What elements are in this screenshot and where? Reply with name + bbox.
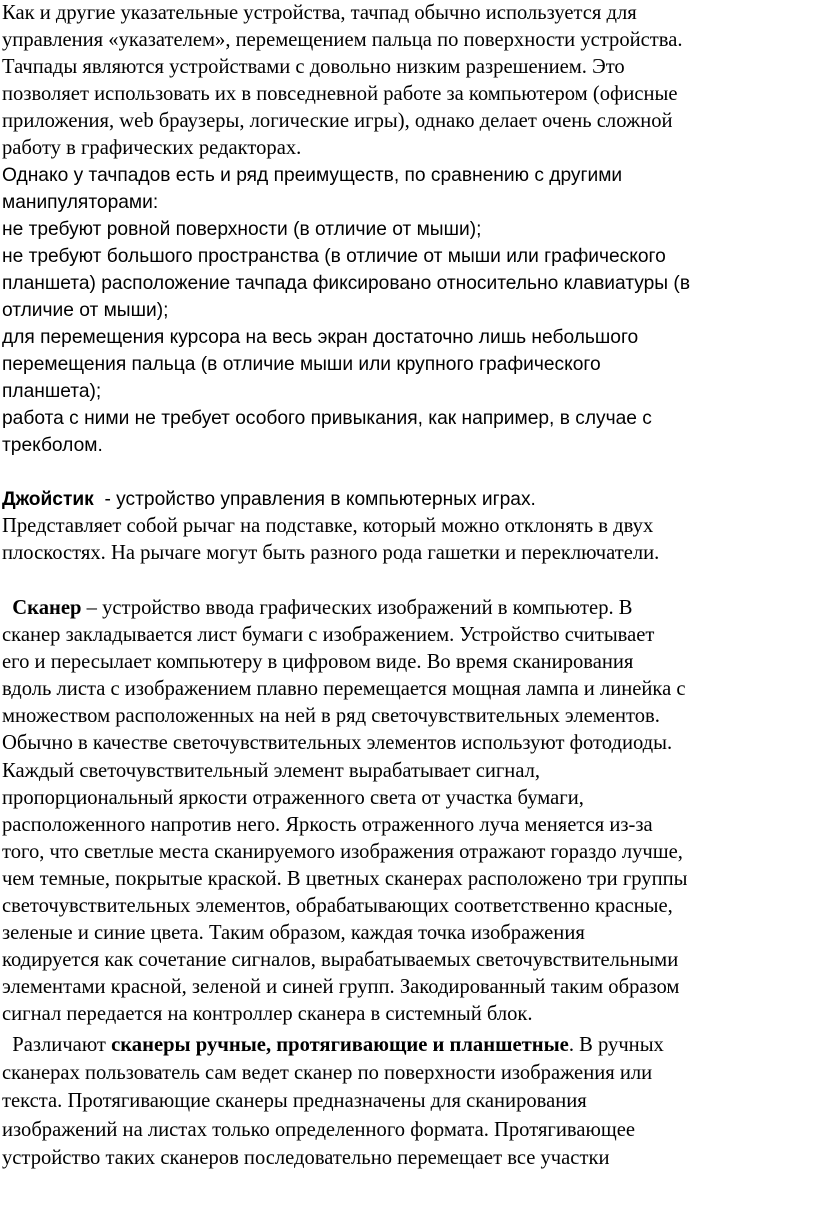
text-line: манипуляторами:	[2, 192, 159, 213]
joystick-paragraph	[2, 513, 814, 567]
scanner-types-rest: . В ручных	[568, 1033, 664, 1056]
text-line: того, что светлые места сканируемого изображения отражают гораздо лучше,	[2, 840, 683, 863]
text-line: Каждый светочувствительный элемент вырабатывает сигнал,	[2, 759, 541, 782]
text-line: чем темные, покрытые краской. В цветных сканерах расположено три группы	[2, 867, 688, 890]
scanner-paragraph	[2, 595, 814, 1029]
text-line: Представляет собой рычаг на подставке, который можно отклонять в двух	[2, 515, 654, 537]
text-line: элементами красной, зеленой и синей групп. Закодированный таким образом	[2, 976, 680, 999]
document-page	[2, 0, 814, 1173]
indent	[2, 597, 12, 619]
text-line: сканер закладывается лист бумаги с изображением. Устройство считывает	[2, 624, 655, 647]
text-line: перемещения пальца (в отличие мыши или крупного графического	[2, 354, 601, 375]
list-item: не требуют большого пространства (в отличие от мыши или графического	[2, 246, 666, 267]
text-line: позволяет использовать их в повседневной работе за компьютером (офисные	[2, 83, 678, 105]
text-line: сканерах пользователь сам ведет сканер по поверхности изображения или	[2, 1061, 653, 1084]
text-line: планшета) расположение тачпада фиксировано относительно клавиатуры (в	[2, 273, 691, 294]
list-item: не требуют ровной поверхности (в отличие от мыши);	[2, 219, 482, 240]
paragraph-spacer	[2, 567, 814, 595]
joystick-term: Джойстик	[2, 489, 94, 510]
scanner-definition: – устройство ввода графических изображений в компьютер. В	[81, 597, 633, 619]
text-line: Как и другие указательные устройства, тачпад обычно используется для	[2, 2, 637, 24]
text-line: планшета);	[2, 381, 102, 402]
text-line: Однако у тачпадов есть и ряд преимуществ, по сравнению с другими	[2, 165, 623, 186]
scanner-types-lead: Различают	[2, 1033, 112, 1056]
text-line: изображений на листах только определенного формата. Протягивающее	[2, 1118, 635, 1141]
text-line: расположенного напротив него. Яркость отраженного луча меняется из-за	[2, 813, 653, 836]
touchpad-paragraph	[2, 0, 814, 162]
scanner-types-bold: сканеры ручные, протягивающие и планшетные	[111, 1033, 569, 1056]
text-line: зеленые и синие цвета. Таким образом, каждая точка изображения	[2, 922, 585, 945]
text-line: Обычно в качестве светочувствительных элементов используют фотодиоды.	[2, 732, 673, 755]
text-line: вдоль листа с изображением плавно перемещается мощная лампа и линейка с	[2, 678, 686, 701]
scanner-types-paragraph	[2, 1031, 814, 1173]
text-line: устройство таких сканеров последовательно перемещает все участки	[2, 1147, 610, 1170]
text-line: множеством расположенных на ней в ряд светочувствительных элементов.	[2, 705, 660, 728]
text-line: текста. Протягивающие сканеры предназначены для сканирования	[2, 1090, 587, 1113]
text-line: кодируется как сочетание сигналов, вырабатываемых светочувствительными	[2, 949, 679, 972]
text-line	[2, 1031, 814, 1059]
joystick-heading	[2, 486, 814, 513]
text-line: светочувствительных элементов, обрабатывающих соответственно красные,	[2, 895, 673, 918]
text-line: сигнал передается на контроллер сканера в системный блок.	[2, 1003, 533, 1026]
text-line: его и пересылает компьютеру в цифровом виде. Во время сканирования	[2, 651, 634, 674]
text-line: пропорциональный яркости отраженного света от участка бумаги,	[2, 786, 584, 809]
text-line: управления «указателем», перемещением пальца по поверхности устройства.	[2, 29, 683, 51]
text-line	[2, 595, 814, 622]
text-line: Тачпады являются устройствами с довольно низким разрешением. Это	[2, 56, 625, 78]
advantages-list	[2, 162, 814, 459]
text-line: приложения, web браузеры, логические игры), однако делает очень сложной	[2, 110, 673, 132]
list-item: работа с ними не требует особого привыкания, как например, в случае с	[2, 408, 652, 429]
text-line: отличие от мыши);	[2, 300, 169, 321]
text-line	[2, 486, 814, 513]
text-line: трекболом.	[2, 435, 103, 456]
joystick-definition: - устройство управления в компьютерных играх.	[93, 489, 536, 510]
text-line: работу в графических редакторах.	[2, 137, 302, 159]
scanner-term: Сканер	[12, 597, 82, 619]
list-item: для перемещения курсора на весь экран достаточно лишь небольшого	[2, 327, 639, 348]
paragraph-spacer	[2, 459, 814, 486]
text-line: плоскостях. На рычаге могут быть разного рода гашетки и переключатели.	[2, 542, 660, 564]
